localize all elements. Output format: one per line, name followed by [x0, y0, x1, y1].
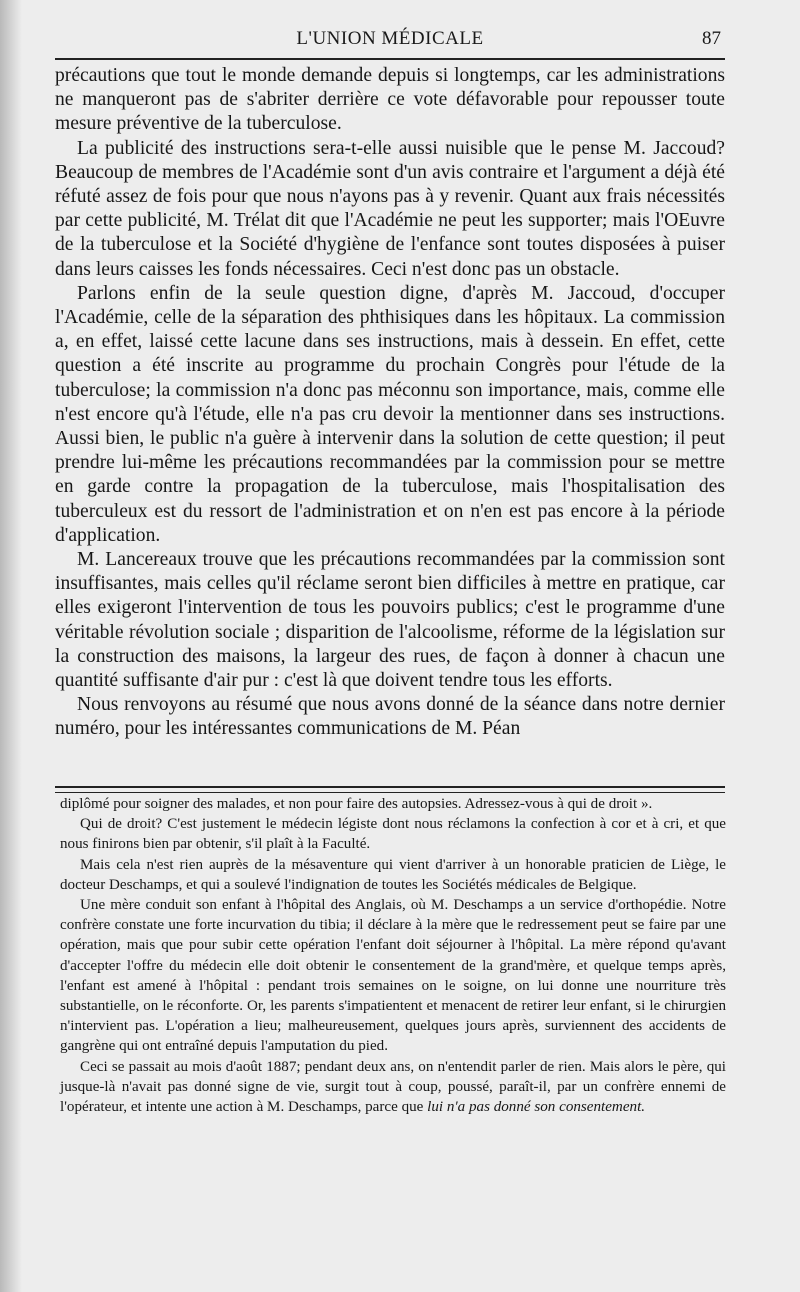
- header-rule: [55, 58, 725, 60]
- paragraph: Nous renvoyons au résumé que nous avons donné de la séance dans notre dernier numéro, pour les intéressantes communications de M. Péan: [55, 694, 725, 740]
- paragraph: précautions que tout le monde demande depuis si longtemps, car les administrations ne manqueront pas de s'abriter derrière ce vote défavorable pour repousser toute mesure préventive de la tuberculose.: [55, 65, 725, 135]
- note-paragraph: Une mère conduit son enfant à l'hôpital des Anglais, où M. Deschamps a un service d'orthopédie. Notre confrère constate une forte incurvation du tibia; il déclare à la mère que le redressement peut se faire par une opération, mais que pour subir cette opération l'enfant doit séjourner à l'hôpital. La mère répond qu'avant d'accepter l'offre du médecin elle doit obtenir le consentement de la grand'mère, et quelque temps après, l'enfant est amené à l'hôpital : pendant trois semaines on le soigne, on lui donne une nourriture très substantielle, on le réconforte. Or, les parents s'impatientent et menacent de retirer leur enfant, si le chirurgien n'intervient pas. L'opération a lieu; malheureusement, quelques jours après, surviennent des accidents de gangrène qui ont entraîné depuis l'amputation du pied.: [60, 897, 726, 1055]
- paragraph: M. Lancereaux trouve que les précautions recommandées par la commission sont insuffisantes, mais celles qu'il réclame seront bien difficiles à mettre en pratique, car elles exigeront l'intervention de tous les pouvoirs publics; c'est le programme d'une véritable révolution sociale ; disparition de l'alcoolisme, réforme de la législation sur la construction des maisons, la largeur des rues, de façon à donner à chacun une quantité suffisante d'air pur : c'est là que doivent tendre tous les efforts.: [55, 549, 725, 692]
- note-paragraph: Qui de droit? C'est justement le médecin légiste dont nous réclamons la confection à cor et à cri, et que nous finirons bien par obtenir, s'il plaît à la Faculté.: [60, 816, 726, 853]
- paragraph: La publicité des instructions sera-t-elle aussi nuisible que le pense M. Jaccoud? Beaucoup de membres de l'Académie sont d'un avis contraire et l'argument a déjà été réfuté assez de fois pour que nous n'ayons pas à y revenir. Quant aux frais nécessités par cette publicité, M. Trélat dit que l'Académie ne peut les supporter; mais l'OEuvre de la tuberculose et la Société d'hygiène de l'enfance sont toutes disposées à puiser dans leurs caisses les fonds nécessaires. Ceci n'est donc pas un obstacle.: [55, 137, 725, 280]
- note-paragraph: Mais cela n'est rien auprès de la mésaventure qui vient d'arriver à un honorable praticien de Liège, le docteur Deschamps, et qui a soulevé l'indignation de toutes les Sociétés médicales de Belgique.: [60, 856, 726, 893]
- lower-column-text: [60, 794, 726, 1117]
- article-body: [55, 64, 725, 742]
- section-separator-rule: [55, 786, 725, 793]
- note-text: Ceci se passait au mois d'août 1887; pendant deux ans, on n'entendit parler de rien. Mais alors le père, qui jusque-là n'avait pas donné signe de vie, surgit tout à coup, poussé, paraît-il, par un confrère ennemi de l'opérateur, et intente une action à M. Deschamps, parce que: [60, 1058, 726, 1116]
- note-paragraph-last: [60, 1057, 726, 1118]
- running-title: L'UNION MÉDICALE: [296, 28, 484, 49]
- page-header: [55, 28, 725, 54]
- note-paragraph: diplômé pour soigner des malades, et non pour faire des autopsies. Adressez-vous à qui de droit ».: [60, 796, 653, 812]
- paragraph: Parlons enfin de la seule question digne, d'après M. Jaccoud, d'occuper l'Académie, celle de la séparation des phthisiques dans les hôpitaux. La commission a, en effet, laissé cette lacune dans ses instructions, mais à dessein. En effet, cette question a été inscrite au programme du prochain Congrès pour l'étude de la tuberculose; la commission n'a donc pas méconnu son importance, mais, comme elle n'est encore qu'à l'étude, elle n'a pas cru devoir la mentionner dans ses instructions. Aussi bien, le public n'a guère à intervenir dans la solution de cette question; il peut prendre lui-même les précautions recommandées par la commission pour se mettre en garde contre la propagation de la tuberculose, mais l'hospitalisation des tuberculeux est du ressort de l'administration et on n'en est pas encore à la période d'application.: [55, 282, 725, 546]
- italic-quote: lui n'a pas donné son consentement.: [427, 1099, 646, 1116]
- page-number: 87: [702, 28, 721, 49]
